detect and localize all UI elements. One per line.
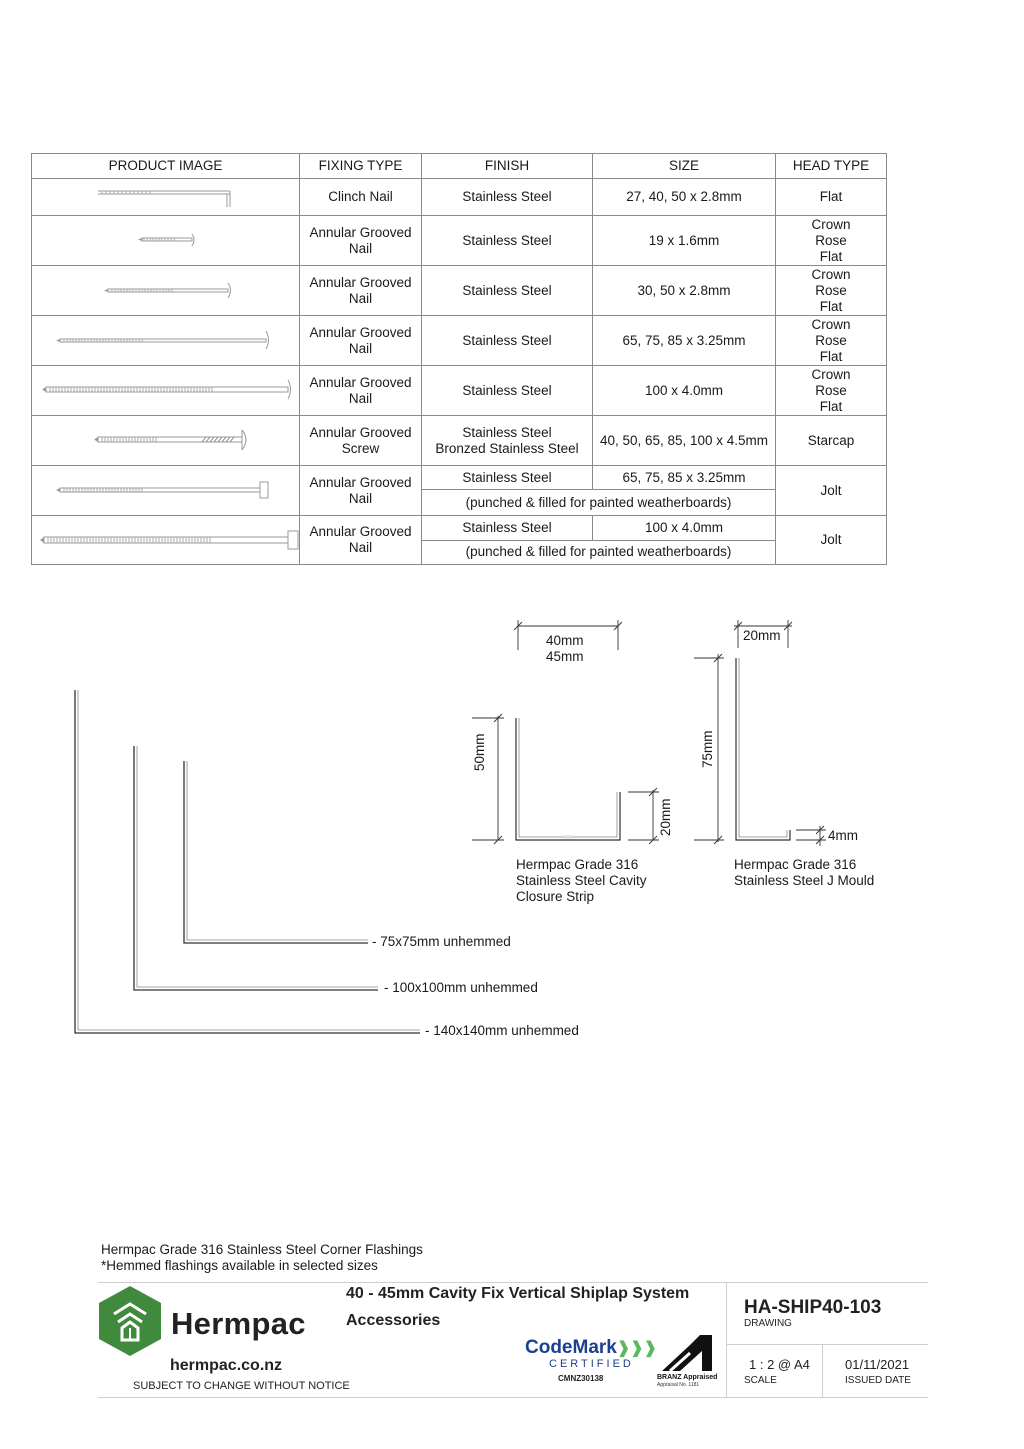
scale-label: SCALE xyxy=(744,1375,777,1386)
size: 100 x 4.0mm xyxy=(593,516,776,541)
header-size: SIZE xyxy=(593,154,776,179)
clinch-nail-image xyxy=(32,179,300,215)
j-mould-caption: Hermpac Grade 316 Stainless Steel J Mould xyxy=(734,857,875,888)
drawing-subtitle: Accessories xyxy=(346,1312,441,1329)
header-fixing-type: FIXING TYPE xyxy=(300,154,422,179)
flashing-100-label: - 100x100mm unhemmed xyxy=(384,980,538,995)
cavity-closure-strip-drawing xyxy=(516,718,620,840)
product-image-cell xyxy=(32,216,300,266)
product-image-cell xyxy=(32,266,300,316)
note: (punched & filled for painted weatherboards) xyxy=(422,490,776,516)
product-image-cell xyxy=(32,466,300,516)
table-row xyxy=(32,179,887,216)
fixing-type: Annular Grooved Nail xyxy=(300,466,422,516)
head-type: Crown Rose Flat xyxy=(776,316,887,366)
corner-flashing-100 xyxy=(134,746,378,990)
corner-flashing-75 xyxy=(184,761,368,943)
finish: Stainless Steel Bronzed Stainless Steel xyxy=(422,416,593,466)
corner-flashings-caption: Hermpac Grade 316 Stainless Steel Corner Flashings *Hemmed flashings available in selected sizes xyxy=(101,1242,423,1273)
table-row xyxy=(32,516,887,541)
product-image-cell xyxy=(32,416,300,466)
flashing-75-label: - 75x75mm unhemmed xyxy=(372,934,511,949)
product-image-cell xyxy=(32,366,300,416)
fixing-type: Annular Grooved Nail xyxy=(300,316,422,366)
head-type: Crown Rose Flat xyxy=(776,216,887,266)
size: 30, 50 x 2.8mm xyxy=(593,266,776,316)
finish: Stainless Steel xyxy=(422,216,593,266)
cavity-strip-caption: Hermpac Grade 316 Stainless Steel Cavity Closure Strip xyxy=(516,857,647,904)
drawing-label: DRAWING xyxy=(744,1318,792,1329)
fixing-type: Annular Grooved Screw xyxy=(300,416,422,466)
cavity-height-dim: 50mm xyxy=(472,733,487,771)
issued-date-label: ISSUED DATE xyxy=(845,1375,911,1386)
cavity-width-dim-2: 45mm xyxy=(546,649,584,664)
annular-nail-30-image xyxy=(32,266,300,315)
finish: Stainless Steel xyxy=(422,179,593,216)
branz-logo-icon xyxy=(660,1333,714,1373)
title-block-top-rule xyxy=(98,1282,928,1283)
head-type: Flat xyxy=(776,179,887,216)
branz-label: BRANZ Appraised xyxy=(657,1374,718,1381)
codemark-certified: CERTIFIED xyxy=(549,1358,634,1370)
finish: Stainless Steel xyxy=(422,466,593,490)
flashing-140-label: - 140x140mm unhemmed xyxy=(425,1023,579,1038)
table-row xyxy=(32,216,887,266)
head-type: Crown Rose Flat xyxy=(776,266,887,316)
j-mould-drawing xyxy=(736,658,790,840)
header-finish: FINISH xyxy=(422,154,593,179)
header-head-type: HEAD TYPE xyxy=(776,154,887,179)
size: 65, 75, 85 x 3.25mm xyxy=(593,466,776,490)
head-type: Starcap xyxy=(776,416,887,466)
head-type: Jolt xyxy=(776,466,887,516)
annular-nail-100-image xyxy=(32,366,300,415)
size: 27, 40, 50 x 2.8mm xyxy=(593,179,776,216)
annular-nail-65-image xyxy=(32,316,300,365)
j-mould-lip-dim: 4mm xyxy=(828,828,858,843)
branz-sub: Appraisal No. 1181 xyxy=(657,1382,700,1388)
website: hermpac.co.nz xyxy=(170,1357,283,1374)
table-row xyxy=(32,366,887,416)
size: 100 x 4.0mm xyxy=(593,366,776,416)
annular-nail-19-image xyxy=(32,216,300,265)
product-image-cell xyxy=(32,179,300,216)
head-type: Jolt xyxy=(776,516,887,565)
fixing-type: Annular Grooved Nail xyxy=(300,516,422,565)
fixing-type: Annular Grooved Nail xyxy=(300,216,422,266)
head-type: Crown Rose Flat xyxy=(776,366,887,416)
j-mould-width-dim: 20mm xyxy=(743,628,781,643)
drawing-number: HA-SHIP40-103 xyxy=(744,1297,882,1318)
finish: Stainless Steel xyxy=(422,266,593,316)
cavity-side-dim: 20mm xyxy=(658,798,673,836)
title-block-bottom-rule xyxy=(98,1397,928,1398)
brand-name: Hermpac xyxy=(171,1306,306,1341)
table-row xyxy=(32,316,887,366)
title-block-divider xyxy=(726,1282,727,1397)
codemark-chevrons-icon: ❱❱❱ xyxy=(616,1340,658,1357)
notice: SUBJECT TO CHANGE WITHOUT NOTICE xyxy=(133,1380,350,1392)
scale-value: 1 : 2 @ A4 xyxy=(749,1357,810,1372)
title-block-mid-rule xyxy=(726,1344,928,1345)
drawing-title: 40 - 45mm Cavity Fix Vertical Shiplap System xyxy=(346,1285,690,1302)
table-row xyxy=(32,416,887,466)
fixing-type: Annular Grooved Nail xyxy=(300,366,422,416)
header-product-image: PRODUCT IMAGE xyxy=(32,154,300,179)
fixings-table xyxy=(31,153,887,565)
size: 40, 50, 65, 85, 100 x 4.5mm xyxy=(593,416,776,466)
size: 19 x 1.6mm xyxy=(593,216,776,266)
fixing-type: Clinch Nail xyxy=(300,179,422,216)
fixing-type: Annular Grooved Nail xyxy=(300,266,422,316)
j-mould-height-dim: 75mm xyxy=(700,730,715,768)
table-row xyxy=(32,266,887,316)
product-image-cell xyxy=(32,316,300,366)
codemark-logo: CodeMark❱❱❱ xyxy=(525,1337,658,1358)
issued-date: 01/11/2021 xyxy=(845,1357,910,1372)
finish: Stainless Steel xyxy=(422,316,593,366)
corner-flashing-140 xyxy=(75,690,420,1033)
codemark-id: CMNZ30138 xyxy=(558,1374,604,1383)
jolt-nail-100-image xyxy=(32,516,300,564)
title-block-scale-divider xyxy=(822,1344,823,1397)
table-header-row xyxy=(32,154,887,179)
hermpac-logo-icon xyxy=(96,1284,164,1358)
finish: Stainless Steel xyxy=(422,366,593,416)
table-row xyxy=(32,466,887,490)
cavity-width-dim-1: 40mm xyxy=(546,633,584,648)
size: 65, 75, 85 x 3.25mm xyxy=(593,316,776,366)
note: (punched & filled for painted weatherboards) xyxy=(422,540,776,565)
jolt-nail-65-image xyxy=(32,466,300,515)
annular-screw-image xyxy=(32,416,300,465)
product-image-cell xyxy=(32,516,300,565)
finish: Stainless Steel xyxy=(422,516,593,541)
